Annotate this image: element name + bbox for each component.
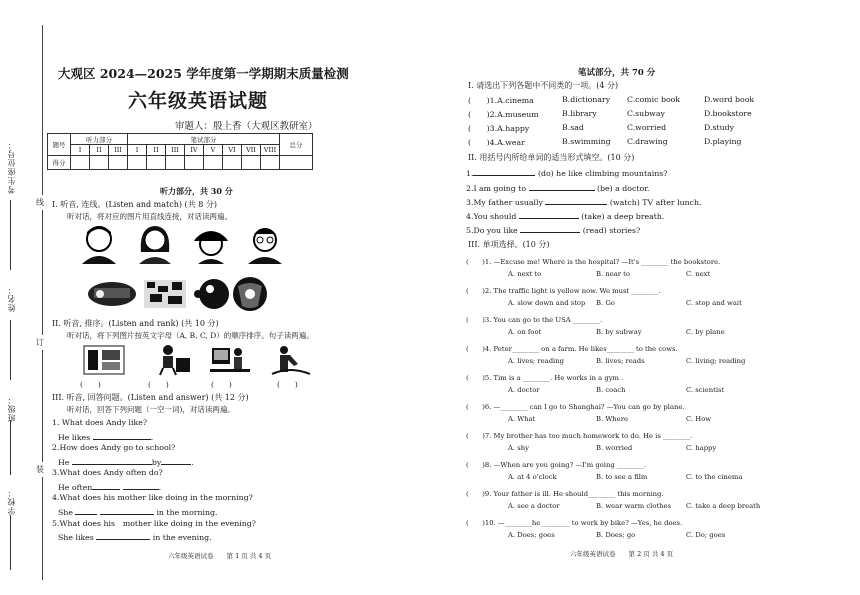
answer-blank[interactable] (75, 506, 97, 515)
answer-blank[interactable] (529, 182, 595, 191)
binding-vertical-line (42, 25, 43, 580)
girl-portrait-picture (134, 222, 176, 264)
score-cell[interactable] (128, 156, 147, 170)
exam-number-line (10, 200, 12, 270)
mc-option-a[interactable]: A. see a doctor (508, 502, 560, 510)
answer-prefix: He often (58, 483, 93, 492)
mc-option-b[interactable]: B. lives; reads (596, 357, 645, 365)
mc-option-a[interactable]: A. shy (508, 444, 529, 452)
exam-number-label: 考生座位号： (7, 140, 16, 194)
mc-option-b[interactable]: B. near to (596, 270, 631, 278)
section2-title: II. 听音, 排序。(Listen and rank) (共 10 分) (52, 319, 219, 328)
mc-question-6: ( )6. —________ can I go to Shanghai? —You can go by plane. (466, 403, 685, 411)
answer-prefix: She (58, 508, 73, 517)
answer-blank[interactable] (123, 481, 162, 492)
mc-option-c[interactable]: C. scientist (686, 386, 725, 394)
section3-note: 听对话，回答下列问题（一空一词)，对话读两遍。 (67, 405, 235, 414)
right-section2-title: II. 用括号内所给单词的适当形式填空。(10 分) (468, 153, 635, 162)
word-form-item-5 (466, 224, 640, 235)
option-c[interactable]: C.worried (627, 123, 667, 132)
boy-portrait-picture (78, 222, 120, 264)
mc-option-c[interactable]: C. take a deep breath (686, 502, 761, 510)
answer-prefix: He likes (58, 433, 91, 442)
listen-question-2: 2.How does Andy go to school? (52, 443, 176, 452)
answer-blank[interactable] (473, 167, 535, 176)
score-table-header-total: 总分 (280, 134, 313, 156)
rank-picture-4 (268, 342, 312, 376)
mc-option-b[interactable]: B. worried (596, 444, 633, 452)
item-suffix: (do) he like climbing mountains? (537, 169, 668, 178)
option-b[interactable]: B.dictionary (562, 95, 611, 104)
score-cell[interactable] (147, 156, 166, 170)
school-line (10, 515, 12, 570)
answer-prefix: She likes (58, 533, 94, 542)
option-a[interactable]: ( )2.A.museum (468, 110, 539, 119)
item-prefix: 3.My father usually (466, 198, 543, 207)
score-table-roman: II (147, 145, 166, 156)
mc-option-b[interactable]: B. coach (596, 386, 626, 394)
rank-picture-2 (150, 342, 194, 376)
mc-option-a[interactable]: A. at 4 o'clock (508, 473, 557, 481)
mc-question-4: ( )4. Peter________ on a farm. He likes________ to the cows. (466, 345, 678, 353)
exam-subtitle: 六年级英语试题 (128, 90, 269, 112)
section1-title: I. 听音, 连线。(Listen and match) (共 8 分) (52, 200, 217, 209)
option-b[interactable]: B.sad (562, 123, 584, 132)
binding-word-line: 线 (36, 195, 44, 210)
binding-word-ding: 订 (36, 335, 44, 350)
item-prefix: 5.Do you like (466, 226, 518, 235)
score-table-roman: V (204, 145, 223, 156)
listen-answer-2 (58, 456, 194, 467)
mc-option-b[interactable]: B. Does; go (596, 531, 636, 539)
rank-picture-1 (82, 342, 126, 376)
mc-option-c[interactable]: C. Do; goes (686, 531, 726, 539)
right-section1-title: I. 请选出下列各题中不同类的一项。(4 分) (468, 81, 619, 90)
writing-heading: 笔试部分，共 70 分 (578, 68, 656, 78)
answer-blank[interactable] (72, 456, 152, 465)
exam-title: 大观区 2024—2025 学年度第一学期期末质量检测 (58, 66, 349, 81)
option-a[interactable]: ( )3.A.happy (468, 124, 530, 133)
option-a[interactable]: ( )1.A.cinema (468, 96, 534, 105)
option-b[interactable]: B.library (562, 109, 597, 118)
answer-suffix: . (158, 483, 162, 492)
mc-option-a[interactable]: A. lives; reading (508, 357, 564, 365)
mc-option-a[interactable]: A. on foot (508, 328, 542, 336)
item-prefix: 2.I am going to (466, 184, 527, 193)
answer-suffix: in the morning. (156, 508, 218, 517)
option-d[interactable]: D.bookstore (704, 109, 752, 118)
mc-option-b[interactable]: B. to see a film (596, 473, 648, 481)
answer-suffix: in the evening. (152, 533, 212, 542)
mc-question-3: ( )3. You can go to the USA ________. (466, 316, 603, 324)
answer-blank[interactable] (93, 431, 154, 442)
option-c[interactable]: C.subway (627, 109, 665, 118)
reviewer: 审题人：殷上香（大观区教研室） (175, 121, 318, 132)
listen-question-5: 5.What does his mother like doing in the evening? (52, 519, 256, 528)
right-section3-title: III. 单项选择。(10 分) (468, 240, 550, 249)
item-prefix: 1. (466, 169, 474, 178)
name-label: 姓名： (7, 285, 16, 312)
activity-picture-2 (142, 278, 188, 310)
school-label: 学校： (7, 488, 16, 515)
option-c[interactable]: C.comic book (627, 95, 681, 104)
class-line (10, 420, 12, 475)
man-with-glasses-picture (244, 222, 286, 264)
mc-question-9: ( )9. Your father is ill. He should________ this morning. (466, 490, 664, 498)
listen-question-3: 3.What does Andy often do? (52, 468, 163, 477)
score-table-roman: III (166, 145, 185, 156)
activity-picture-1 (86, 278, 138, 310)
score-table-roman: IV (185, 145, 204, 156)
word-form-item-1 (466, 167, 667, 178)
class-label: 班级： (7, 395, 16, 422)
answer-blank[interactable] (96, 531, 150, 540)
word-form-item-3 (466, 196, 701, 207)
binding-word-zhuang: 装 (36, 462, 44, 477)
mc-option-b[interactable]: B. Where (596, 415, 628, 423)
answer-blank[interactable] (100, 506, 154, 515)
answer-middle: by (151, 458, 162, 467)
rank-answer-bracket-4[interactable]: ( ) (277, 380, 298, 389)
listen-answer-4 (58, 506, 218, 517)
score-cell[interactable] (90, 156, 109, 170)
score-table-roman: VI (223, 145, 242, 156)
score-table-roman: II (90, 145, 109, 156)
option-d[interactable]: D.study (704, 123, 735, 132)
score-table-score-label: 得分 (48, 156, 71, 170)
rank-picture-3 (208, 342, 252, 376)
mc-option-b[interactable]: B. wear warm clothes (596, 502, 672, 510)
mc-option-c[interactable]: C. living; reading (686, 357, 746, 365)
option-d[interactable]: D.word book (704, 95, 755, 104)
mc-question-10: ( )10. —________he ________ to work by bike? —Yes, he does. (466, 519, 683, 527)
score-cell[interactable] (109, 156, 128, 170)
listening-heading: 听力部分，共 30 分 (160, 186, 233, 196)
score-table-roman: III (109, 145, 128, 156)
option-b[interactable]: B.swimming (562, 137, 611, 146)
mc-option-c[interactable]: C. happy (686, 444, 717, 452)
mc-option-a[interactable]: A. slow down and stop (508, 299, 586, 307)
mc-question-1: ( )1. —Excuse me! Where is the hospital? —It's ________ the bookstore. (466, 258, 721, 266)
mc-option-c[interactable]: C. next (686, 270, 711, 278)
section3-title: III. 听音, 回答问题。(Listen and answer) (共 12 分) (52, 393, 249, 402)
score-cell[interactable] (280, 156, 313, 170)
left-page-footer: 六年级英语试卷 第 1 页 共 4 页 (168, 552, 272, 560)
word-form-item-4 (466, 210, 664, 221)
mc-option-a[interactable]: A. What (508, 415, 536, 423)
mc-option-a[interactable]: A. Does; goes (508, 531, 555, 539)
listen-answer-3 (58, 481, 161, 492)
listen-answer-1 (58, 431, 153, 442)
score-table-roman: I (71, 145, 90, 156)
rank-answer-bracket-1[interactable]: ( ) (80, 380, 101, 389)
mc-question-7: ( )7. My brother has too much homework to do. He is ________. (466, 432, 693, 440)
listen-question-1: 1. What does Andy like? (52, 418, 148, 427)
word-form-item-2 (466, 182, 650, 193)
mc-option-b[interactable]: B. by subway (596, 328, 642, 336)
item-suffix: (read) stories? (582, 226, 641, 235)
mc-question-5: ( )5. Tim is a ________. He works in a gym . (466, 374, 624, 382)
score-table-roman: VII (242, 145, 261, 156)
score-cell[interactable] (166, 156, 185, 170)
activity-picture-3 (192, 276, 232, 312)
score-table-header-qnum: 题号 (48, 134, 71, 156)
option-a[interactable]: ( )4.A.wear (468, 138, 525, 147)
answer-prefix: He (58, 458, 70, 467)
activity-picture-4 (228, 276, 272, 312)
section2-note: 听对话，将下列图片按英文字母（A, B, C, D）的顺序排序。句子读两遍。 (67, 331, 314, 340)
answer-suffix: . (191, 458, 194, 467)
score-cell[interactable] (242, 156, 261, 170)
mc-option-c[interactable]: C. How (686, 415, 712, 423)
mc-option-b[interactable]: B. Go (596, 299, 615, 307)
section1-note: 听对话，将对应的图片用直线连接，对话读两遍。 (67, 212, 232, 221)
listen-answer-5 (58, 531, 212, 542)
rank-answer-bracket-3[interactable]: ( ) (211, 380, 232, 389)
mc-option-a[interactable]: A. doctor (508, 386, 540, 394)
boy-with-hat-picture (190, 222, 232, 264)
answer-blank[interactable] (545, 196, 607, 205)
score-cell[interactable] (261, 156, 280, 170)
answer-suffix: . (150, 433, 154, 442)
rank-answer-bracket-2[interactable]: ( ) (148, 380, 169, 389)
option-c[interactable]: C.drawing (627, 137, 668, 146)
score-table-roman: I (128, 145, 147, 156)
item-suffix: (be) a doctor. (596, 184, 650, 193)
score-table (47, 133, 313, 170)
score-cell[interactable] (71, 156, 90, 170)
answer-blank[interactable] (92, 481, 120, 490)
item-prefix: 4.You should (466, 212, 517, 221)
score-cell[interactable] (223, 156, 242, 170)
answer-blank[interactable] (519, 210, 579, 219)
mc-option-a[interactable]: A. next to (508, 270, 542, 278)
mc-question-8: ( )8. —When are you going? —I'm going ________. (466, 461, 647, 469)
right-page-footer: 六年级英语试卷 第 2 页 共 4 页 (570, 550, 674, 558)
score-table-roman: VIII (261, 145, 280, 156)
answer-blank[interactable] (161, 456, 194, 467)
mc-option-c[interactable]: C. stop and wait (686, 299, 742, 307)
answer-blank[interactable] (520, 224, 580, 233)
item-suffix: (watch) TV after lunch. (609, 198, 702, 207)
name-line (10, 320, 12, 380)
score-table-header-listening: 听力部分 (71, 134, 128, 145)
mc-option-c[interactable]: C. by plane (686, 328, 725, 336)
score-cell[interactable] (204, 156, 223, 170)
option-d[interactable]: D.playing (704, 137, 742, 146)
mc-question-2: ( )2. The traffic light is yellow now. We must ________. (466, 287, 661, 295)
score-cell[interactable] (185, 156, 204, 170)
item-suffix: (take) a deep breath. (581, 212, 665, 221)
mc-option-c[interactable]: C. to the cinema (686, 473, 743, 481)
listen-question-4: 4.What does his mother like doing in the morning? (52, 493, 253, 502)
score-table-header-writing: 笔试部分 (128, 134, 280, 145)
